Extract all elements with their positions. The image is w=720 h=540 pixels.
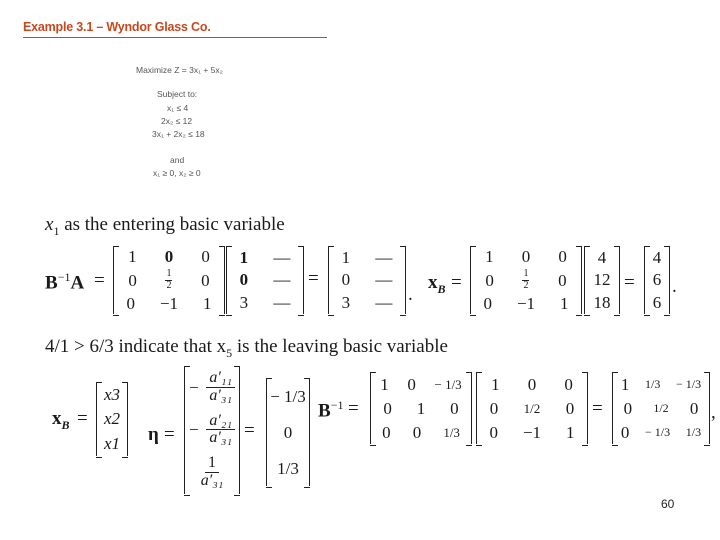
constraint-2: 2x₂ ≤ 12: [161, 116, 193, 126]
matrix-cell: 0: [201, 270, 210, 290]
equals-sign: =: [94, 270, 105, 291]
matrix-cell: 0: [126, 294, 135, 313]
matrix-cell: 1/3: [443, 424, 460, 440]
matrix-cell: 0: [558, 270, 567, 290]
eta-value: 0: [283, 422, 293, 442]
matrix-cell: 0: [489, 398, 499, 418]
leaving-variable-heading: [45, 336, 448, 361]
binv-symbol: B: [45, 272, 58, 294]
matrix-cell: 0: [407, 374, 416, 394]
matrix-cell: 3: [341, 293, 351, 313]
and-label: and: [170, 155, 185, 165]
matrix-cell: 0: [564, 374, 573, 394]
vector-cell: 4: [597, 247, 607, 267]
matrix-cell: —: [273, 247, 291, 267]
b-exponent: −1: [330, 398, 344, 412]
eta-sign: −: [188, 377, 199, 397]
heading-text: as the entering basic variable: [59, 214, 285, 235]
binv-exponent: −1: [57, 270, 71, 284]
xb-sub: B: [437, 281, 446, 296]
matrix-cell: 1: [203, 294, 212, 313]
matrix-cell: 1/3: [685, 425, 702, 439]
matrix-cell: 0: [527, 374, 537, 394]
matrix-cell: 1: [485, 247, 494, 266]
fraction-half: $\frac{1}{2}$: [523, 268, 529, 291]
eta-fraction: [206, 370, 235, 405]
xb-symbol: x: [52, 408, 62, 429]
basis-variable: x3: [103, 384, 121, 404]
matrix-cell: 1: [380, 374, 389, 394]
header-rule: [23, 37, 327, 38]
matrix-cell: 0: [341, 270, 351, 290]
matrix-cell: −1: [516, 294, 536, 313]
page-number: 60: [661, 497, 675, 511]
matrix-cell: 1: [560, 294, 569, 313]
b-symbol: B: [318, 400, 331, 422]
matrix-cell: 0: [239, 270, 249, 290]
heading-sub: 5: [226, 345, 233, 360]
xb-label-2: [52, 408, 70, 433]
matrix-cell: 0: [483, 294, 492, 313]
equals-sign: =: [348, 398, 359, 419]
nonnegativity-constraint: x₁ ≥ 0, x₂ ≥ 0: [153, 168, 201, 178]
equals-sign: =: [77, 408, 88, 429]
matrix-cell: − 1/3: [676, 377, 702, 391]
a-matrix: [226, 246, 304, 314]
matrix-cell: 0: [485, 270, 494, 290]
eta-numerator: a′₂₁: [206, 413, 235, 431]
fraction-half: $\frac{1}{2}$: [166, 268, 172, 291]
matrix-cell: −1: [159, 294, 179, 313]
equals-sign: =: [308, 268, 319, 289]
matrix-cell: 0: [128, 270, 137, 290]
matrix-cell: − 1/3: [434, 376, 462, 392]
matrix-cell: 1/2: [523, 400, 541, 416]
matrix-cell: 1: [341, 247, 351, 267]
matrix-cell: 0: [558, 247, 567, 266]
heading-variable: x: [45, 214, 54, 235]
eta-denominator: a′₃₁: [200, 472, 224, 490]
vector-cell: 18: [593, 293, 611, 313]
matrix-cell: 1/2: [653, 401, 669, 415]
eta-fraction: [201, 455, 224, 490]
heading-text: 4/1 > 6/3 indicate that x: [45, 336, 227, 357]
matrix-cell: −1: [522, 422, 542, 442]
equals-sign: =: [624, 272, 635, 293]
eta-denominator: a′₃₁: [209, 429, 233, 447]
constraint-3: 3x₁ + 2x₂ ≤ 18: [152, 129, 205, 139]
eta-fraction: [206, 413, 235, 448]
eta-numerator: 1: [205, 455, 219, 473]
vector-cell: 6: [652, 270, 662, 290]
constraint-1: x₁ ≤ 4: [167, 103, 189, 113]
basis-variable: x2: [103, 409, 121, 429]
eta-label: η: [148, 424, 159, 445]
matrix-cell: 1: [239, 247, 249, 267]
equals-sign: =: [451, 272, 462, 293]
matrix-cell: 1: [620, 374, 630, 394]
eta-denominator: a′₃₁: [209, 386, 233, 404]
matrix-cell: 0: [382, 422, 391, 442]
matrix-cell: —: [273, 293, 291, 313]
xb-sub: B: [61, 417, 70, 432]
binv-matrix: [113, 246, 225, 314]
example-title: Example 3.1 – Wyndor Glass Co.: [23, 20, 211, 34]
matrix-cell: 0: [450, 398, 459, 418]
objective-function: Maximize Z = 3x₁ + 5x₂: [136, 65, 223, 75]
subject-to-label: Subject to:: [157, 89, 198, 99]
basis-variable: x1: [103, 434, 121, 454]
binv-matrix-2: [470, 246, 582, 314]
xb-symbol: x: [428, 272, 438, 293]
b-vector: [584, 246, 620, 314]
matrix-cell: 0: [412, 422, 422, 442]
xb-basis-vector: [96, 382, 128, 456]
eta-value: 1/3: [277, 458, 299, 478]
matrix-cell: 0: [489, 422, 498, 442]
old-binv-matrix: [476, 372, 588, 444]
xb-label: [428, 272, 446, 297]
matrix-cell: 0: [383, 398, 392, 418]
vector-cell: 6: [652, 293, 662, 313]
matrix-cell: − 1/3: [645, 425, 671, 439]
heading-tail: is the leaving basic variable: [232, 336, 448, 357]
matrix-cell: 0: [620, 422, 630, 442]
matrix-cell: 0: [623, 398, 633, 418]
matrix-cell: 3: [239, 293, 249, 313]
equals-sign: =: [164, 424, 175, 445]
period: .: [672, 276, 677, 297]
matrix-cell: —: [375, 247, 393, 267]
new-binv-matrix: [612, 372, 710, 444]
equals-sign: =: [244, 420, 255, 441]
entering-variable-heading: [45, 214, 285, 239]
matrix-cell: —: [375, 293, 393, 313]
eta-numerator: a′₁₁: [206, 370, 235, 388]
heading-variable-sub: 1: [53, 223, 60, 238]
e-inverse-matrix: [370, 372, 472, 444]
binv-a-label: [45, 270, 84, 294]
new-binv-label: [318, 398, 343, 422]
result-matrix: [328, 246, 406, 314]
eta-sign: −: [188, 420, 199, 440]
comma: ,: [711, 402, 716, 423]
matrix-cell: —: [273, 270, 291, 290]
equals-sign: =: [592, 398, 603, 419]
comma: .: [408, 284, 413, 305]
matrix-cell: 1/3: [645, 377, 661, 391]
matrix-cell: 1: [566, 422, 575, 442]
matrix-cell: 0: [521, 247, 531, 266]
matrix-cell: —: [375, 270, 393, 290]
matrix-cell: 1: [128, 247, 137, 266]
matrix-cell: 0: [164, 247, 174, 266]
xb-result-vector: [644, 246, 670, 314]
a-symbol: A: [70, 272, 85, 294]
matrix-cell: 1: [416, 398, 426, 418]
matrix-cell: 1: [491, 374, 500, 394]
matrix-cell: 0: [565, 398, 575, 418]
vector-cell: 12: [593, 270, 611, 290]
matrix-cell: 0: [201, 247, 210, 266]
eta-value: − 1/3: [270, 386, 306, 406]
eta-numeric-vector: [266, 378, 310, 486]
eta-symbolic-vector: [184, 366, 240, 494]
vector-cell: 4: [652, 247, 662, 267]
matrix-cell: 0: [689, 398, 699, 418]
